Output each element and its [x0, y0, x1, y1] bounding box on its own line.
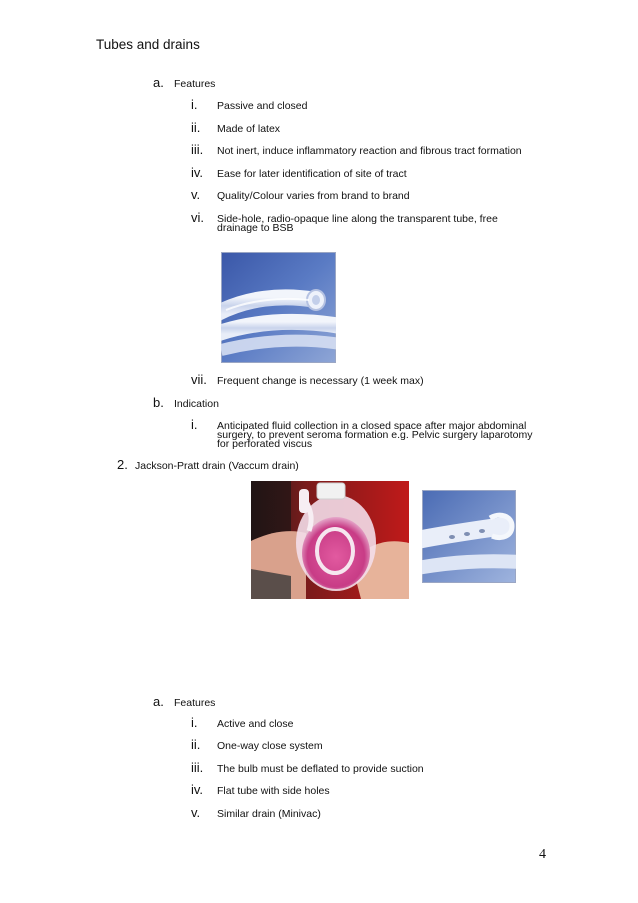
list-item: The bulb must be deflated to provide suction: [217, 763, 424, 775]
list-item-line: drainage to BSB: [217, 222, 294, 234]
tube-photo: [221, 252, 336, 363]
list-marker: iv.: [191, 782, 204, 797]
flat-tube-photo: [422, 490, 516, 583]
list-marker: i.: [191, 417, 198, 432]
section-title: Jackson-Pratt drain (Vaccum drain): [135, 460, 299, 472]
list-marker: ii.: [191, 120, 201, 135]
jackson-pratt-bulb-photo: [251, 481, 409, 599]
list-item: Passive and closed: [217, 100, 308, 112]
indication-heading: Indication: [174, 398, 219, 410]
list-marker: ii.: [191, 737, 201, 752]
list-marker: a.: [153, 694, 164, 709]
list-marker: 2.: [117, 457, 128, 472]
list-item: Similar drain (Minivac): [217, 808, 321, 820]
list-marker: i.: [191, 715, 198, 730]
list-item-line: Side-hole, radio-opaque line along the transparent tube, free: [217, 213, 498, 225]
list-marker: i.: [191, 97, 198, 112]
list-marker: iii.: [191, 142, 204, 157]
list-marker: vii.: [191, 372, 207, 387]
list-marker: a.: [153, 75, 164, 90]
list-item: Quality/Colour varies from brand to brand: [217, 190, 410, 202]
list-marker: iii.: [191, 760, 204, 775]
features-heading: Features: [174, 78, 216, 90]
list-marker: iv.: [191, 165, 204, 180]
list-item: One-way close system: [217, 740, 323, 752]
list-marker: vi.: [191, 210, 204, 225]
list-item-line: for perforated viscus: [217, 438, 313, 450]
list-marker: b.: [153, 395, 164, 410]
page-number: 4: [539, 847, 546, 862]
features-heading: Features: [174, 697, 216, 709]
list-item: Flat tube with side holes: [217, 785, 330, 797]
list-item: Not inert, induce inflammatory reaction and fibrous tract formation: [217, 145, 522, 157]
list-marker: v.: [191, 187, 201, 202]
list-marker: v.: [191, 805, 201, 820]
page-title: Tubes and drains: [96, 37, 200, 52]
list-item: Made of latex: [217, 123, 281, 135]
list-item: Ease for later identification of site of tract: [217, 168, 407, 180]
list-item: Active and close: [217, 718, 294, 730]
list-item-line: Anticipated fluid collection in a closed space after major abdominal: [217, 420, 527, 432]
list-item: Frequent change is necessary (1 week max): [217, 375, 424, 387]
list-item-line: surgery, to prevent seroma formation e.g. Pelvic surgery laparotomy: [217, 429, 533, 441]
